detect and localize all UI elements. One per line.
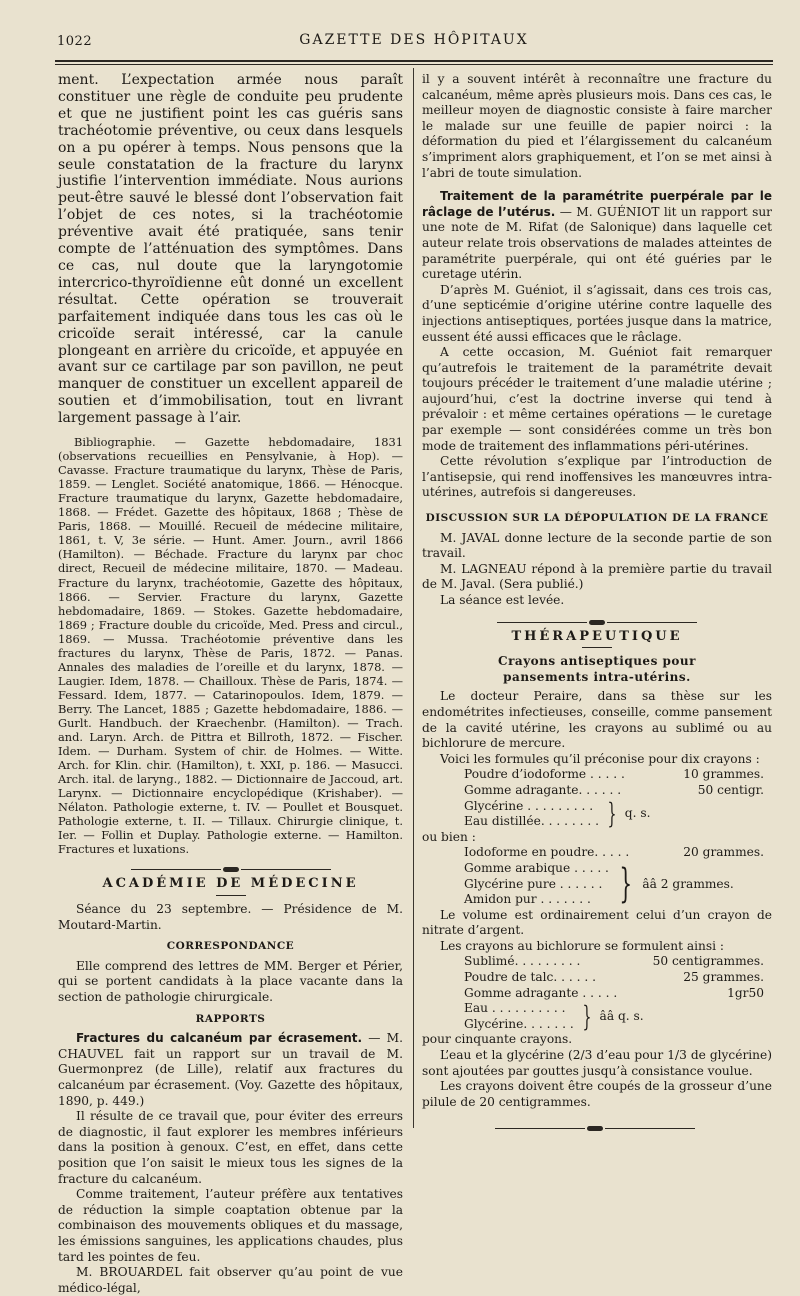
formula-item: Amidon pur . . . . . . . bbox=[464, 892, 591, 907]
formula-row: Gomme adragante . . . . . 1gr50 bbox=[464, 985, 764, 1000]
short-rule bbox=[582, 647, 612, 648]
parametrite-text: — M. GUÉNIOT lit un rapport sur une note de M. Rifat (de Salonique) dans laquelle cet auteur relate trois observations de malades atteintes de paramétrite puerpérale, qui ont été guéries par le curetage utérin. bbox=[422, 204, 772, 282]
journal-title: GAZETTE DES HÔPITAUX bbox=[299, 32, 529, 48]
formula-row: Gomme adragante. . . . . . 50 centigr. bbox=[464, 782, 764, 797]
header-rule bbox=[55, 60, 773, 62]
formula-brace-group bbox=[464, 1001, 764, 1032]
paragraph: M. BROUARDEL fait observer qu’au point de vue médico-légal, bbox=[58, 1265, 403, 1295]
paragraph: M. LAGNEAU répond à la première partie du travail de M. Javal. (Sera publié.) bbox=[422, 561, 772, 592]
formula-row: Iodoforme en poudre. . . . . 20 grammes. bbox=[464, 845, 764, 860]
paragraph: Il résulte de ce travail que, pour éviter des erreurs de diagnostic, il faut explorer les membres inférieurs dans la position à genoux. C’est, en effet, dans cette position que l’on saisit le mieux tous les signes de la fracture du calcanéum. bbox=[58, 1109, 403, 1186]
formula-iodoforme bbox=[464, 767, 764, 829]
seance-line: Séance du 23 septembre. — Présidence de M. Moutard-Martin. bbox=[58, 902, 403, 932]
page-number: 1022 bbox=[57, 34, 93, 49]
paragraph: Les crayons au bichlorure se formulent ainsi : bbox=[440, 938, 725, 953]
short-rule bbox=[216, 895, 246, 896]
column-separator bbox=[413, 68, 414, 1128]
paragraph-parametrite bbox=[422, 189, 772, 283]
formula-brace-group bbox=[464, 861, 764, 908]
paragraph: Comme traitement, l’auteur préfère aux tentatives de réduction la simple coaptation obtenue par la combinaison des mouvements obliques et du massage, les émissions sanguines, les applications chaudes, plus tard les pointes de feu. bbox=[58, 1187, 403, 1264]
closing-ornament bbox=[470, 1112, 720, 1132]
paragraph: Le docteur Peraire, dans sa thèse sur les endométrites infectieuses, conseille, comme pansement de la cavité utérine, les crayons au sublimé ou au bichlorure de mercure. bbox=[422, 689, 772, 751]
parametrite-heading: Traitement de la paramétrite puerpérale par le râclage de l’utérus. bbox=[422, 189, 772, 219]
formula-quantity: q. s. bbox=[624, 806, 651, 821]
formula-item: Gomme arabique . . . . . bbox=[464, 860, 609, 875]
bibliography-text: Bibliographie. — Gazette hebdomadaire, 1831 (observations recueillies en Pensylvanie, à Hop). — Cavasse. Fracture traumatique du larynx, Thèse de Paris, 1859. — Lenglet. Société anatomique, 1866. — Hénocque. Fracture traumatique du larynx, Gazette hebdomadaire, 1868. — Frédet. Gazette des hôpitaux, 1868 ; Thèse de Paris, 1868. — Mouillé. Recueil de médecine militaire, 1861, t. V, 3e série. — Hunt. Amer. Journ., avril 1866 (Hamilton). — Béchade. Fracture du larynx par choc direct, Recueil de médecine militaire, 1870. — Madeau. Fracture du larynx, trachéotomie, Gazette des hôpitaux, 1866. — Servier. Fracture du larynx, Gazette hebdomadaire, 1869. — Stokes. Gazette hebdomadaire, 1869 ; Fracture double du cricoïde, Med. Press and circul., 1869. — Mussa. Trachéotomie préventive dans les fractures du larynx, Thèse de Paris, 1872. — Panas. Annales des maladies de l’oreille et du larynx, 1878. — Laugier. Idem, 1878. — Chailloux. Thèse de Paris, 1874. — Fessard. Idem, 1877. — Catarinopoulos. Idem, 1879. — Berry. The Lancet, 1885 ; Gazette hebdomadaire, 1886. — Gurlt. Handbuch. der Kraechenbr. (Hamilton). — Trach. and. Laryn. Arch. de Pittra et Billroth, 1872. — Fischer. Idem. — Durham. System of chir. de Holmes. — Witte. Arch. for Klin. chir. (Hamilton), t. XXI, p. 186. — Masucci. Arch. ital. de laryng., 1882. — Dictionnaire de Jaccoud, art. Larynx. — Dictionnaire encyclopédique (Krishaber). — Nélaton. Pathologie externe, t. IV. — Poullet et Bousquet. Pathologie externe, t. II. — Tillaux. Chirurgie clinique, t. Ier. — Follin et Duplay. Pathologie externe. — Hamilton. Fractures et luxations. bbox=[58, 435, 403, 857]
subsection-title-discussion: DISCUSSION SUR LA DÉPOPULATION DE LA FRANCE bbox=[425, 512, 769, 525]
formula-row: Poudre de talc. . . . . . 25 grammes. bbox=[464, 970, 764, 985]
left-column bbox=[58, 72, 403, 1296]
brace-glyph: } bbox=[619, 861, 633, 908]
formula-item: Glycérine. . . . . . . bbox=[464, 1016, 574, 1031]
header-rule-thin bbox=[55, 64, 773, 65]
paragraph: il y a souvent intérêt à reconnaître une fracture du calcanéum, même après plusieurs mois. Dans ces cas, le meilleur moyen de diagnostic consiste à faire marcher le malade sur une feuille de papier noirci : la déformation du pied et l’élargissement du calcanéum s’impriment alors graphiquement, et l’on se met ainsi à l’abri de toute simulation. bbox=[422, 72, 772, 180]
ornament-divider bbox=[422, 615, 772, 623]
paragraph: D’après M. Guéniot, il s’agissait, dans ces trois cas, d’une septicémie d’origine utérine contre laquelle des injections antiseptiques, portées jusque dans la matrice, eussent été aussi efficaces que le râclage. bbox=[422, 282, 772, 344]
formula-item: Eau . . . . . . . . . . bbox=[464, 1001, 566, 1016]
formula-sublime bbox=[464, 954, 764, 1032]
paragraph: L’eau et la glycérine (2/3 d’eau pour 1/3 de glycérine) sont ajoutées par gouttes jusqu’à consistance voulue. bbox=[422, 1048, 772, 1078]
paragraph: Voici les formules qu’il préconise pour dix crayons : bbox=[440, 751, 760, 766]
ornament-divider bbox=[58, 862, 403, 870]
paragraph: Cette révolution s’explique par l’introduction de l’antisepsie, qui rend inoffensives les manœuvres intra-utérines, autrefois si dangereuses. bbox=[422, 454, 772, 500]
formula-row: Poudre d’iodoforme . . . . . 10 grammes. bbox=[464, 767, 764, 782]
paragraph: La séance est levée. bbox=[440, 593, 565, 607]
fractures-text: — M. CHAUVEL fait un rapport sur un travail de M. Guermonprez (de Lille), relatif aux fractures du calcanéum par écrasement. (Voy. Gazette des hôpitaux, 1890, p. 449.) bbox=[58, 1031, 403, 1108]
section-title-academie: ACADÉMIE DE MÉDECINE bbox=[102, 876, 359, 892]
formula-iodoforme-2 bbox=[464, 845, 764, 907]
subsection-title-correspondance: CORRESPONDANCE bbox=[166, 940, 295, 953]
formula-row: Sublimé. . . . . . . . . 50 centigrammes. bbox=[464, 954, 764, 969]
section-title-therapeutique: THÉRAPEUTIQUE bbox=[511, 628, 683, 644]
formula-item: Eau distillée. . . . . . . . bbox=[464, 814, 599, 829]
formula-item: Glycérine . . . . . . . . . bbox=[464, 798, 594, 813]
formula-item: Glycérine pure . . . . . . bbox=[464, 876, 603, 891]
bibliography bbox=[58, 435, 403, 856]
paragraph: pour cinquante crayons. bbox=[422, 1032, 573, 1047]
formula-quantity: ââ 2 grammes. bbox=[642, 876, 734, 891]
subsection-title-rapports: RAPPORTS bbox=[195, 1012, 266, 1025]
brace-glyph: } bbox=[582, 999, 592, 1033]
paragraph: A cette occasion, M. Guéniot fait remarquer qu’autrefois le traitement de la paramétrite devait toujours précéder le traitement d’une maladie utérine ; aujourd’hui, c’est la doctrine inverse qui tend à prévaloir : et même certaines opérations — le curetage par exemple — sont considérées comme un très bon mode de traitement des inflammations péri-utérines. bbox=[422, 345, 772, 453]
formula-quantity: ââ q. s. bbox=[599, 1009, 644, 1024]
brace-glyph: } bbox=[607, 797, 617, 831]
paragraph: Les crayons doivent être coupés de la grosseur d’une pilule de 20 centigrammes. bbox=[422, 1079, 772, 1109]
formula-brace-group bbox=[464, 799, 764, 830]
article-title-crayons: Crayons antiseptiques pour pansements intra-utérins. bbox=[498, 654, 696, 684]
ou-bien: ou bien : bbox=[422, 829, 476, 844]
paragraph: Elle comprend des lettres de MM. Berger et Périer, qui se portent candidats à la place vacante dans la section de pathologie chirurgicale. bbox=[58, 958, 403, 1004]
paragraph: M. JAVAL donne lecture de la seconde partie de son travail. bbox=[422, 530, 772, 561]
paragraph: Le volume est ordinairement celui d’un crayon de nitrate d’argent. bbox=[422, 907, 772, 938]
paragraph-fractures bbox=[58, 1031, 403, 1109]
right-column bbox=[422, 72, 772, 1110]
article-conclusion bbox=[58, 72, 403, 427]
fractures-heading: Fractures du calcanéum par écrasement. bbox=[76, 1031, 363, 1046]
page-header bbox=[55, 30, 773, 54]
paragraph: ment. L’expectation armée nous paraît constituer une règle de conduite peu prudente et que ne justifient point les cas guéris sans trachéotomie préventive, ou ceux dans lesquels on a pu opérer à temps. Nous pensons que la seule constatation de la fracture du larynx justifie l’intervention immédiate. Nous aurions peut-être sauvé le blessé dont l’observation fait l’objet de ces notes, si la trachéotomie préventive avait été pratiquée, sans tenir compte de l’atténuation des symptômes. Dans ce cas, nul doute que la laryngotomie intercrico-thyroïdienne eût donné un excellent résultat. Cette opération se trouverait parfaitement indiquée dans tous les cas où le cricoïde serait intéressé, car la canule plongeant en arrière du cricoïde, et appuyée en avant sur ce cartilage par son pavillon, ne peut manquer de constituer un excellent appareil de soutien et d’immobilisation, tout en livrant largement passage à l’air. bbox=[58, 72, 403, 427]
